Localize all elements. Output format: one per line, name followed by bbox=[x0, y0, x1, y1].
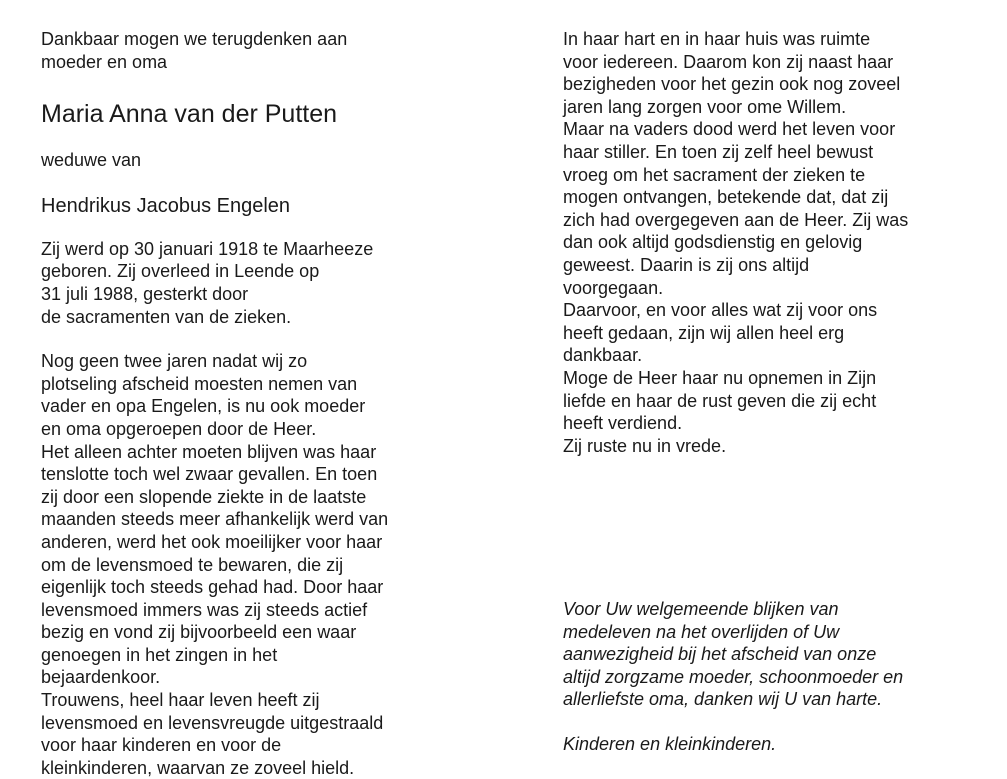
text-line: dankbaar. bbox=[563, 345, 643, 366]
text-line: mogen ontvangen, betekende dat, dat zij bbox=[563, 187, 889, 208]
text-line: zij door een slopende ziekte in de laatste bbox=[41, 486, 367, 507]
text-line: Het alleen achter moeten blijven was haar bbox=[41, 441, 377, 462]
signature: Kinderen en kleinkinderen. bbox=[563, 733, 777, 754]
text-line: de sacramenten van de zieken. bbox=[41, 306, 292, 327]
text-line: zich had overgegeven aan de Heer. Zij was bbox=[563, 209, 909, 230]
text-line: en oma opgeroepen door de Heer. bbox=[41, 418, 317, 439]
text-line: Dankbaar mogen we terugdenken aan bbox=[41, 29, 348, 49]
right-column bbox=[563, 28, 993, 457]
thanks-paragraph bbox=[563, 598, 993, 711]
text-line: bejaardenkoor. bbox=[41, 667, 161, 688]
thanks-section bbox=[563, 598, 993, 756]
text-line: Trouwens, heel haar leven heeft zij bbox=[41, 690, 320, 711]
text-line: om de levensmoed te bewaren, die zij bbox=[41, 554, 344, 575]
text-line: medeleven na het overlijden of Uw bbox=[563, 621, 840, 642]
text-line: levensmoed en levensvreugde uitgestraald bbox=[41, 712, 384, 733]
text-line: allerliefste oma, danken wij U van harte. bbox=[563, 689, 883, 710]
text-line: kleinkinderen, waarvan ze zoveel hield. bbox=[41, 757, 355, 778]
text-line: Daarvoor, en voor alles wat zij voor ons bbox=[563, 300, 878, 321]
text-line: vroeg om het sacrament der zieken te bbox=[563, 164, 866, 185]
text-line: Voor Uw welgemeende blijken van bbox=[563, 599, 839, 619]
body-paragraph-right bbox=[563, 28, 993, 457]
text-line: Maar na vaders dood werd het leven voor bbox=[563, 119, 896, 140]
text-line: bezig en vond zij bijvoorbeeld een waar bbox=[41, 622, 357, 643]
text-line: levensmoed immers was zij steeds actief bbox=[41, 599, 368, 620]
text-line: altijd zorgzame moeder, schoonmoeder en bbox=[563, 666, 904, 687]
text-line: heeft gedaan, zijn wij allen heel erg bbox=[563, 322, 845, 343]
left-column bbox=[41, 28, 481, 779]
deceased-name: Maria Anna van der Putten bbox=[41, 100, 338, 129]
text-line: plotseling afscheid moesten nemen van bbox=[41, 373, 358, 394]
text-line: vader en opa Engelen, is nu ook moeder bbox=[41, 396, 366, 417]
text-line: jaren lang zorgen voor ome Willem. bbox=[563, 96, 847, 117]
text-line: genoegen in het zingen in het bbox=[41, 644, 278, 665]
intro-text bbox=[41, 28, 481, 73]
text-line: Moge de Heer haar nu opnemen in Zijn bbox=[563, 367, 877, 388]
text-line: voor haar kinderen en voor de bbox=[41, 735, 282, 756]
text-line: geweest. Daarin is zij ons altijd bbox=[563, 254, 810, 275]
text-line: geboren. Zij overleed in Leende op bbox=[41, 261, 320, 282]
text-line: aanwezigheid bij het afscheid van onze bbox=[563, 644, 877, 665]
text-line: eigenlijk toch steeds gehad had. Door haar bbox=[41, 577, 384, 598]
text-line: dan ook altijd godsdienstig en gelovig bbox=[563, 232, 863, 253]
text-line: voorgegaan. bbox=[563, 277, 664, 298]
text-line: Nog geen twee jaren nadat wij zo bbox=[41, 351, 308, 372]
body-paragraph-left bbox=[41, 350, 481, 779]
text-line: tenslotte toch wel zwaar gevallen. En toen bbox=[41, 464, 378, 485]
text-line: Zij ruste nu in vrede. bbox=[563, 435, 727, 456]
text-line: voor iedereen. Daarom kon zij naast haar bbox=[563, 51, 894, 72]
text-line: In haar hart en in haar huis was ruimte bbox=[563, 29, 871, 49]
text-line: haar stiller. En toen zij zelf heel bewust bbox=[563, 141, 874, 162]
text-line: 31 juli 1988, gesterkt door bbox=[41, 283, 249, 304]
text-line: liefde en haar de rust geven die zij echt bbox=[563, 390, 877, 411]
dates-paragraph bbox=[41, 238, 481, 328]
spouse-name: Hendrikus Jacobus Engelen bbox=[41, 194, 291, 217]
text-line: moeder en oma bbox=[41, 51, 168, 72]
text-line: maanden steeds meer afhankelijk werd van bbox=[41, 509, 389, 530]
text-line: heeft verdiend. bbox=[563, 413, 683, 434]
widow-of-label: weduwe van bbox=[41, 150, 142, 171]
text-line: Zij werd op 30 januari 1918 te Maarheeze bbox=[41, 238, 374, 259]
text-line: bezigheden voor het gezin ook nog zoveel bbox=[563, 74, 901, 95]
text-line: anderen, werd het ook moeilijker voor haar bbox=[41, 531, 383, 552]
